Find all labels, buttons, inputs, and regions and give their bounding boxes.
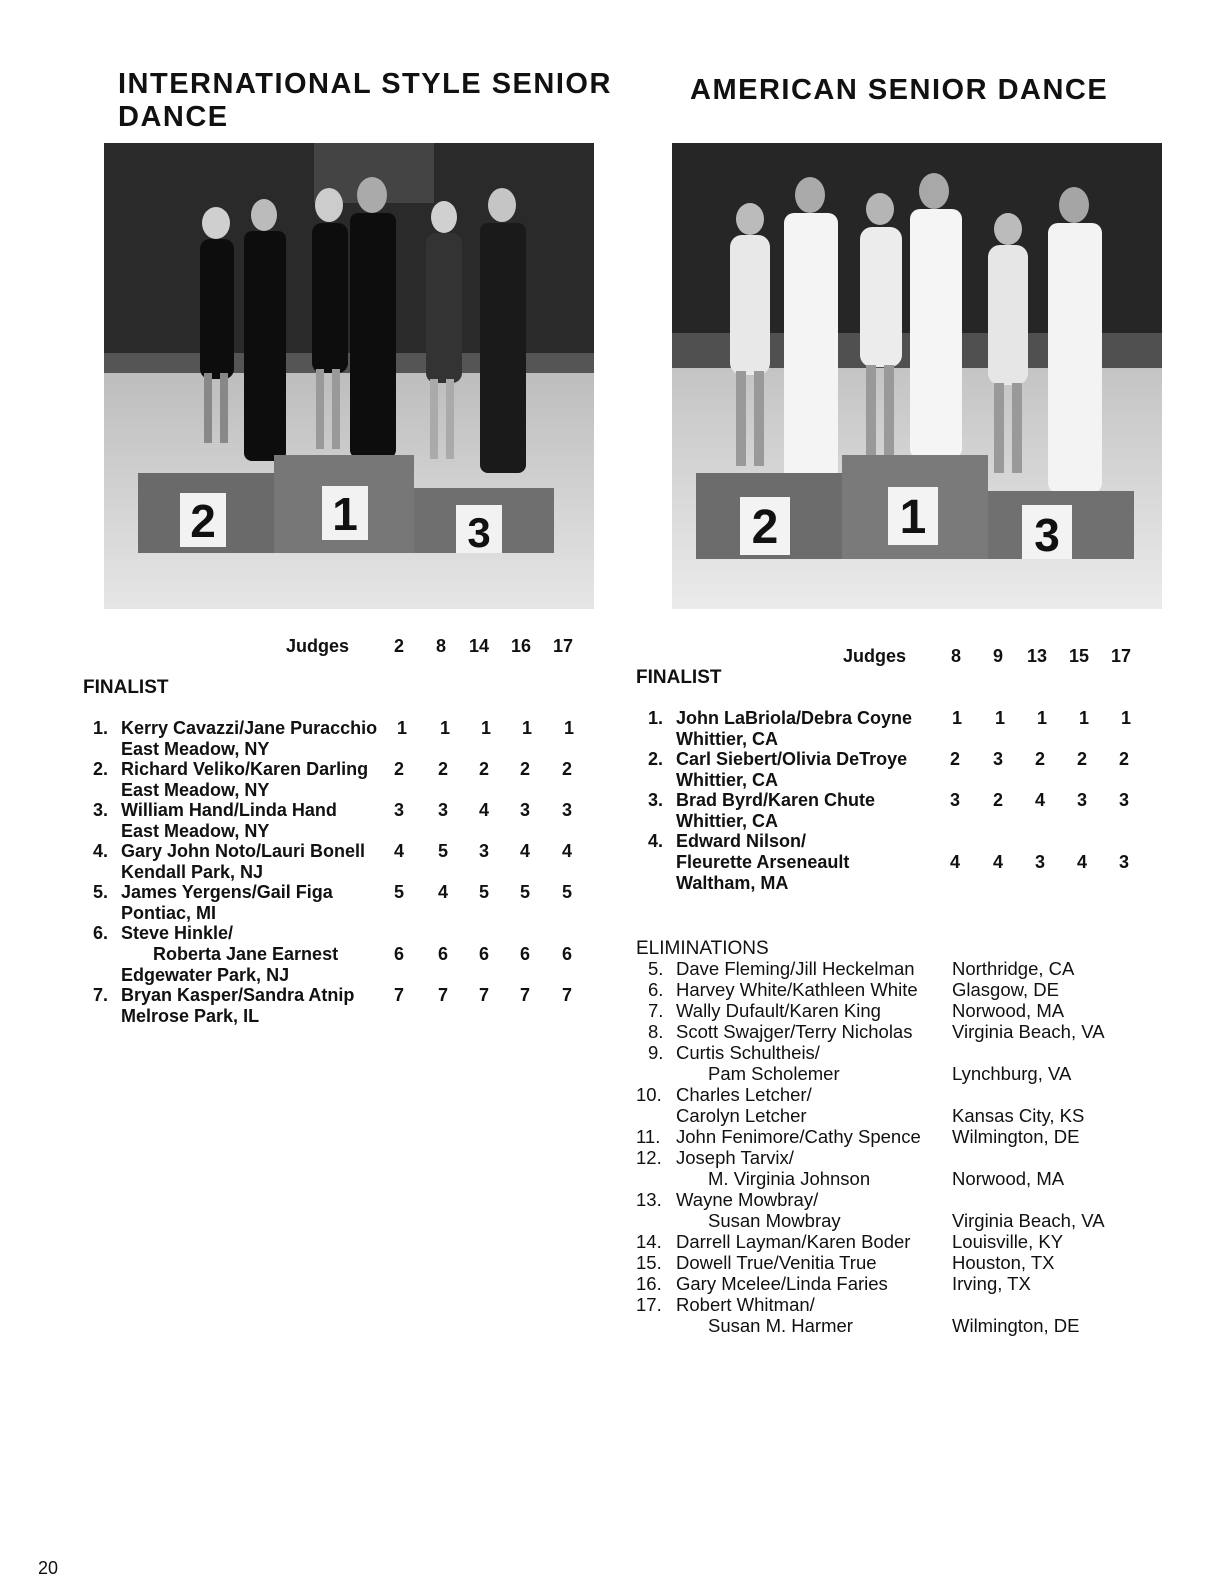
location: Whittier, CA — [676, 729, 778, 749]
rank: 13. — [636, 1189, 662, 1210]
score: 4 — [993, 852, 1004, 872]
left-title-line2: DANCE — [118, 101, 229, 133]
location: Virginia Beach, VA — [952, 1021, 1105, 1042]
left-judge-col: 14 — [469, 636, 490, 656]
score: 5 — [394, 882, 405, 902]
score: 1 — [397, 718, 408, 738]
rank: 12. — [636, 1147, 662, 1168]
couple-name: Brad Byrd/Karen Chute — [676, 790, 876, 810]
rank: 4. — [648, 831, 664, 851]
right-podium-label-1: 1 — [899, 491, 927, 544]
score: 2 — [479, 759, 490, 779]
score: 7 — [438, 985, 449, 1005]
location: Irving, TX — [952, 1273, 1031, 1294]
couple-name-second: Roberta Jane Earnest — [153, 944, 339, 964]
rank: 3. — [93, 800, 109, 820]
table-row — [0, 749, 1221, 770]
score: 3 — [479, 841, 490, 861]
score: 3 — [438, 800, 449, 820]
rank: 3. — [648, 790, 664, 810]
score: 2 — [520, 759, 531, 779]
couple-name: Harvey White/Kathleen White — [676, 979, 918, 1000]
couple-name: Robert Whitman/ — [676, 1294, 815, 1315]
score: 7 — [520, 985, 531, 1005]
location: Wilmington, DE — [952, 1126, 1080, 1147]
right-photo-graphic — [672, 143, 1162, 609]
list-item — [0, 979, 1221, 1000]
location: East Meadow, NY — [121, 780, 270, 800]
couple-name: John LaBriola/Debra Coyne — [676, 708, 913, 728]
score: 2 — [1077, 749, 1088, 769]
score: 3 — [562, 800, 573, 820]
couple-name: Richard Veliko/Karen Darling — [121, 759, 369, 779]
right-judge-col: 13 — [1027, 646, 1048, 666]
left-title — [118, 68, 612, 134]
rank: 17. — [636, 1294, 662, 1315]
list-item-continued — [0, 1315, 1221, 1336]
score: 2 — [1035, 749, 1046, 769]
right-title: AMERICAN SENIOR DANCE — [690, 74, 1109, 106]
score: 3 — [1077, 790, 1088, 810]
couple-name: Edward Nilson/ — [676, 831, 807, 851]
rank: 2. — [93, 759, 109, 779]
couple-name: Charles Letcher/ — [676, 1084, 812, 1105]
score: 3 — [993, 749, 1004, 769]
left-finalist-label: FINALIST — [83, 677, 169, 698]
score: 4 — [438, 882, 449, 902]
list-item — [0, 958, 1221, 979]
left-podium-label-3: 3 — [467, 509, 491, 556]
right-podium-label-3: 3 — [1034, 509, 1060, 561]
score: 5 — [438, 841, 449, 861]
right-judges-header — [0, 646, 1221, 668]
page-number: 20 — [38, 1558, 59, 1578]
left-judge-col: 17 — [553, 636, 574, 656]
rank: 5. — [93, 882, 109, 902]
rank: 9. — [648, 1042, 664, 1063]
list-item — [0, 1126, 1221, 1147]
list-item-continued — [0, 1105, 1221, 1126]
score: 3 — [1119, 790, 1130, 810]
score: 1 — [564, 718, 575, 738]
right-judge-col: 8 — [951, 646, 962, 666]
couple-name-second: Fleurette Arseneault — [676, 852, 850, 872]
couple-name: Wayne Mowbray/ — [676, 1189, 819, 1210]
score: 1 — [440, 718, 451, 738]
location: East Meadow, NY — [121, 739, 270, 759]
left-title-line1: INTERNATIONAL STYLE SENIOR — [118, 68, 612, 100]
left-podium-label-1: 1 — [332, 488, 358, 540]
list-item-continued — [0, 1063, 1221, 1084]
rank: 2. — [648, 749, 664, 769]
score: 6 — [520, 944, 531, 964]
couple-name: Carl Siebert/Olivia DeTroye — [676, 749, 908, 769]
score: 2 — [950, 749, 961, 769]
rank: 16. — [636, 1273, 662, 1294]
list-item-continued — [0, 1168, 1221, 1189]
rank: 6. — [93, 923, 109, 943]
left-podium-label-2: 2 — [190, 495, 216, 547]
location: East Meadow, NY — [121, 821, 270, 841]
location: Pontiac, MI — [121, 903, 217, 923]
right-judge-col: 9 — [993, 646, 1004, 666]
couple-name: Joseph Tarvix/ — [676, 1147, 794, 1168]
couple-name: Curtis Schultheis/ — [676, 1042, 820, 1063]
left-judges-label: Judges — [286, 636, 350, 656]
rank: 15. — [636, 1252, 662, 1273]
couple-name: Darrell Layman/Karen Boder — [676, 1231, 911, 1252]
right-judge-col: 15 — [1069, 646, 1090, 666]
score: 4 — [520, 841, 531, 861]
couple-name-second: Carolyn Letcher — [676, 1105, 807, 1126]
score: 2 — [1119, 749, 1130, 769]
couple-name: James Yergens/Gail Figa — [121, 882, 333, 902]
score: 1 — [1079, 708, 1090, 728]
rank: 8. — [648, 1021, 664, 1042]
score: 1 — [995, 708, 1006, 728]
couple-name-second: M. Virginia Johnson — [708, 1168, 871, 1189]
score: 4 — [1035, 790, 1046, 810]
list-item — [0, 1252, 1221, 1273]
rank: 6. — [648, 979, 664, 1000]
location: Kansas City, KS — [952, 1105, 1085, 1126]
score: 5 — [562, 882, 573, 902]
score: 1 — [1037, 708, 1048, 728]
couple-name: Dowell True/Venitia True — [676, 1252, 877, 1273]
location: Whittier, CA — [676, 811, 778, 831]
location: Louisville, KY — [952, 1231, 1064, 1252]
couple-name: Wally Dufault/Karen King — [676, 1000, 881, 1021]
rank: 1. — [648, 708, 664, 728]
couple-name: Kerry Cavazzi/Jane Puracchio — [121, 718, 378, 738]
score: 3 — [520, 800, 531, 820]
score: 3 — [1035, 852, 1046, 872]
rank: 11. — [636, 1126, 661, 1147]
right-podium-label-2: 2 — [751, 501, 779, 554]
location: Edgewater Park, NJ — [121, 965, 290, 985]
eliminations-label: ELIMINATIONS — [636, 938, 769, 959]
rank: 14. — [636, 1231, 662, 1252]
couple-name-second: Susan Mowbray — [708, 1210, 841, 1231]
couple-name: Dave Fleming/Jill Heckelman — [676, 958, 915, 979]
location: Houston, TX — [952, 1252, 1055, 1273]
score: 3 — [1119, 852, 1130, 872]
score: 7 — [394, 985, 405, 1005]
list-item — [0, 1021, 1221, 1042]
score: 5 — [479, 882, 490, 902]
rank: 1. — [93, 718, 109, 738]
score: 7 — [479, 985, 490, 1005]
score: 4 — [950, 852, 961, 872]
score: 4 — [394, 841, 405, 861]
couple-name-second: Pam Scholemer — [708, 1063, 840, 1084]
rank: 10. — [636, 1084, 662, 1105]
couple-name: John Fenimore/Cathy Spence — [676, 1126, 921, 1147]
list-item-continued — [0, 1210, 1221, 1231]
rank: 4. — [93, 841, 109, 861]
list-item — [0, 1000, 1221, 1021]
location: Northridge, CA — [952, 958, 1075, 979]
score: 1 — [481, 718, 492, 738]
left-judge-col: 16 — [511, 636, 532, 656]
score: 6 — [438, 944, 449, 964]
table-row-continued — [0, 852, 1221, 873]
score: 2 — [438, 759, 449, 779]
score: 7 — [562, 985, 573, 1005]
score: 2 — [993, 790, 1004, 810]
couple-name: William Hand/Linda Hand — [121, 800, 337, 820]
table-row — [0, 708, 1221, 729]
right-podium-photo — [672, 143, 1162, 609]
score: 2 — [394, 759, 405, 779]
couple-name-second: Susan M. Harmer — [708, 1315, 853, 1336]
score: 4 — [1077, 852, 1088, 872]
table-row — [0, 882, 610, 903]
rank: 7. — [648, 1000, 664, 1021]
left-podium-photo — [104, 143, 594, 609]
score: 2 — [562, 759, 573, 779]
right-judges-label: Judges — [843, 646, 907, 666]
location: Virginia Beach, VA — [952, 1210, 1105, 1231]
rank: 5. — [648, 958, 664, 979]
couple-name: Gary John Noto/Lauri Bonell — [121, 841, 366, 861]
couple-name: Bryan Kasper/Sandra Atnip — [121, 985, 355, 1005]
location: Lynchburg, VA — [952, 1063, 1072, 1084]
couple-name: Scott Swajger/Terry Nicholas — [676, 1021, 913, 1042]
score: 6 — [394, 944, 405, 964]
score: 3 — [950, 790, 961, 810]
left-photo-graphic — [104, 143, 594, 609]
location: Kendall Park, NJ — [121, 862, 264, 882]
score: 1 — [522, 718, 533, 738]
location: Wilmington, DE — [952, 1315, 1080, 1336]
location: Norwood, MA — [952, 1000, 1065, 1021]
score: 4 — [562, 841, 573, 861]
location: Melrose Park, IL — [121, 1006, 260, 1026]
couple-name: Steve Hinkle/ — [121, 923, 234, 943]
score: 5 — [520, 882, 531, 902]
location: Whittier, CA — [676, 770, 778, 790]
right-judge-col: 17 — [1111, 646, 1132, 666]
score: 1 — [952, 708, 963, 728]
left-judge-col: 8 — [436, 636, 447, 656]
list-item — [0, 1273, 1221, 1294]
couple-name: Gary Mcelee/Linda Faries — [676, 1273, 888, 1294]
table-row — [0, 790, 1221, 811]
left-judge-col: 2 — [394, 636, 405, 656]
list-item — [0, 1231, 1221, 1252]
rank: 7. — [93, 985, 109, 1005]
score: 6 — [562, 944, 573, 964]
score: 6 — [479, 944, 490, 964]
location: Norwood, MA — [952, 1168, 1065, 1189]
right-finalist-label: FINALIST — [636, 667, 722, 688]
score: 4 — [479, 800, 490, 820]
score: 3 — [394, 800, 405, 820]
location: Glasgow, DE — [952, 979, 1059, 1000]
location: Waltham, MA — [676, 873, 789, 893]
score: 1 — [1121, 708, 1132, 728]
